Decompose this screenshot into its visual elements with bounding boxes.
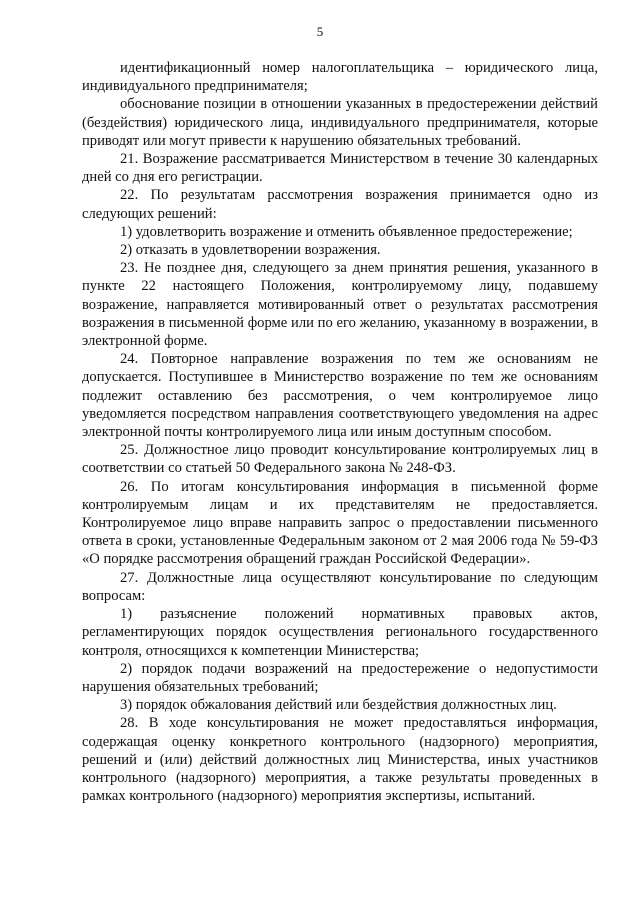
paragraph-27-item-3: 3) порядок обжалования действий или бездействия должностных лиц. — [120, 697, 557, 714]
paragraph-21: 21. Возражение рассматривается Министерством в течение 30 календарных дней со дня его регистрации. — [82, 151, 598, 186]
paragraph-22-item-2: 2) отказать в удовлетворении возражения. — [120, 242, 381, 259]
paragraph-22-item-1: 1) удовлетворить возражение и отменить объявленное предостережение; — [120, 223, 573, 240]
paragraph-27-item-2: 2) порядок подачи возражений на предостережение о недопустимости нарушения обязательных требований; — [82, 660, 598, 695]
paragraph-inn: идентификационный номер налогоплательщика – юридического лица, индивидуального предпринимателя; — [82, 60, 598, 95]
paragraph-justification: обоснование позиции в отношении указанных в предостережении действий (бездействия) юридического лица, индивидуального предпринимателя, которые приводят или могут привести к нарушению обязательных требований. — [82, 96, 598, 149]
document-body — [82, 59, 598, 805]
page-number: 5 — [316, 24, 324, 39]
paragraph-27-item-1: 1) разъяснение положений нормативных правовых актов, регламентирующих порядок осуществления регионального государственного контроля, относящихся к компетенции Министерства; — [82, 606, 598, 659]
paragraph-23: 23. Не позднее дня, следующего за днем принятия решения, указанного в пункте 22 настоящего Положения, контролируемому лицу, подавшему возражение, направляется мотивированный ответ о результатах рассмотрения возражения в письменной форме или по его желанию, указанному в возражении, в электронной форме. — [82, 260, 598, 350]
paragraph-28: 28. В ходе консультирования не может предоставляться информация, содержащая оценку конкретного контрольного (надзорного) мероприятия, решений и (или) действий должностных лиц Министерства, иных участников контрольного (надзорного) мероприятия, а также результаты проведенных в рамках контрольного (надзорного) мероприятия экспертизы, испытаний. — [82, 715, 598, 805]
paragraph-27: 27. Должностные лица осуществляют консультирование по следующим вопросам: — [82, 569, 598, 604]
paragraph-22: 22. По результатам рассмотрения возражения принимается одно из следующих решений: — [82, 187, 598, 222]
paragraph-26: 26. По итогам консультирования информация в письменной форме контролируемым лицам и их представителям не предоставляется. Контролируемое лицо вправе направить запрос о предоставлении письменного ответа в сроки, установленные Федеральным законом от 2 мая 2006 года № 59-ФЗ «О порядке рассмотрения обращений граждан Российской Федерации». — [82, 478, 598, 568]
paragraph-24: 24. Повторное направление возражения по тем же основаниям не допускается. Поступившее в Министерство возражение по тем же основаниям подлежит оставлению без рассмотрения, о чем контролируемое лицо уведомляется посредством направления соответствующего уведомления на адрес электронной почты контролируемого лица или иным доступным способом. — [82, 351, 598, 441]
paragraph-25: 25. Должностное лицо проводит консультирование контролируемых лиц в соответствии со статьей 50 Федерального закона № 248-ФЗ. — [82, 442, 598, 477]
